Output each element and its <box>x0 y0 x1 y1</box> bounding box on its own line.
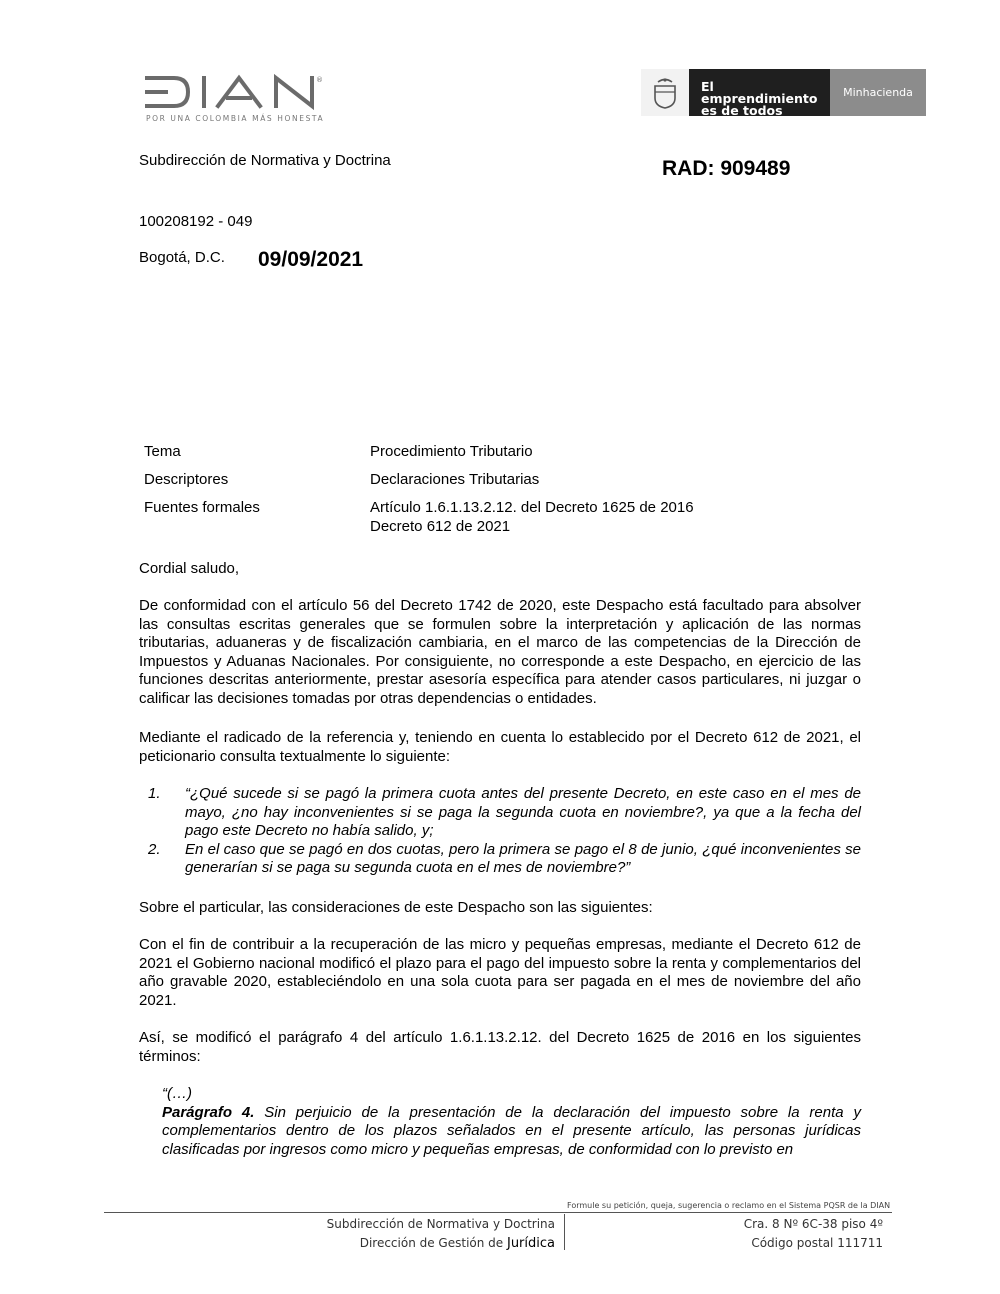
footer-address-line2: Código postal 111711 <box>751 1236 883 1250</box>
footer-vertical-divider <box>564 1214 565 1250</box>
paragraph: Sobre el particular, las consideraciones de este Despacho son las siguientes: <box>139 899 653 916</box>
gov-banner <box>641 69 926 116</box>
subject-row-tema <box>144 442 864 461</box>
question-list <box>148 785 861 878</box>
footer-address <box>640 1215 883 1253</box>
subject-value-line: Artículo 1.6.1.13.2.12. del Decreto 1625 de 2016 <box>370 499 694 516</box>
dian-tagline: POR UNA COLOMBIA MÁS HONESTA <box>146 114 325 123</box>
ministry-label: Minhacienda <box>830 69 926 116</box>
subject-label: Tema <box>144 443 181 460</box>
subject-value: Declaraciones Tributarias <box>370 471 540 488</box>
gov-slogan-line2: es de todos <box>701 103 783 118</box>
subject-row-descriptores <box>144 470 864 489</box>
city: Bogotá, D.C. <box>139 249 225 266</box>
list-number: 2. <box>148 840 161 858</box>
gov-slogan-line1: El emprendimiento <box>701 79 818 106</box>
subject-value-line: Decreto 612 de 2021 <box>370 518 511 535</box>
coat-of-arms-icon <box>641 69 689 116</box>
list-number: 1. <box>148 785 161 802</box>
footer-office-line1: Subdirección de Normativa y Doctrina <box>326 1217 555 1231</box>
paragraph: De conformidad con el artículo 56 del Decreto 1742 de 2020, este Despacho está facultado para absolver las consultas escritas generales que se formulen sobre la interpretación y aplicación de las normas tributarias, aduaneras y de fiscalización cambiaria, en el marco de las competencias de la Dirección de Impuestos y Aduanas Nacionales. Por consiguiente, no corresponde a este Despacho, en ejercicio de las funciones descritas anteriormente, prestar asesoría específica para atender casos particulares, ni juzgar o calificar las decisiones tomadas por otras dependencias o entidades. <box>139 597 861 707</box>
list-item <box>148 785 861 841</box>
subject-value: Procedimiento Tributario <box>370 443 533 460</box>
quoted-norm <box>162 1085 861 1159</box>
footer-address-line1: Cra. 8 Nº 6C-38 piso 4º <box>743 1217 883 1231</box>
greeting: Cordial saludo, <box>139 560 240 577</box>
subject-value <box>370 498 864 536</box>
letter-date: 09/09/2021 <box>258 248 364 271</box>
subject-label: Descriptores <box>144 471 229 488</box>
list-text: “¿Qué sucede si se pagó la primera cuota antes del presente Decreto, en este caso en el mes de mayo, ¿no hay inconvenientes si se paga la segunda cuota en noviembre?, ya que a la fecha del pago este Decreto no había salido, y; <box>185 785 861 839</box>
paragraph: Así, se modificó el parágrafo 4 del artículo 1.6.1.13.2.12. del Decreto 1625 de 2016 en los siguientes términos: <box>139 1029 861 1065</box>
subdireccion-heading: Subdirección de Normativa y Doctrina <box>139 152 391 169</box>
svg-text:®: ® <box>316 76 323 84</box>
footer-office <box>250 1215 555 1253</box>
footer-office-prefix: Dirección de Gestión de <box>359 1236 507 1250</box>
subject-row-fuentes <box>144 498 864 536</box>
gov-slogan <box>689 69 830 116</box>
reference-number: 100208192 - 049 <box>139 213 253 230</box>
footer-office-strong: Jurídica <box>506 1236 555 1251</box>
subject-table <box>144 442 864 545</box>
list-text: En el caso que se pagó en dos cuotas, pero la primera se pago el 8 de junio, ¿qué inconvenientes se generarían si se paga su segunda cuota en el mes de noviembre?” <box>185 840 861 876</box>
dian-logo-mark <box>144 72 344 112</box>
rad-number: RAD: 909489 <box>662 157 791 180</box>
paragraph: Mediante el radicado de la referencia y, teniendo en cuenta lo establecido por el Decreto 612 de 2021, el peticionario consulta textualmente lo siguiente: <box>139 729 861 765</box>
quote-open: “(…) <box>162 1085 192 1102</box>
pqsr-notice: Formule su petición, queja, sugerencia o reclamo en el Sistema PQSR de la DIAN <box>567 1201 891 1210</box>
footer-office-line2 <box>250 1234 555 1253</box>
quote-label: Parágrafo 4. <box>162 1103 255 1121</box>
quote-text: Sin perjuicio de la presentación de la declaración del impuesto sobre la renta y complementarios dentro de los plazos señalados en el presente artículo, las personas jurídicas clasificadas por ingresos como micro y pequeñas empresas, de conformidad con lo previsto en <box>162 1103 861 1158</box>
list-item <box>148 841 861 878</box>
subject-label: Fuentes formales <box>144 499 260 516</box>
paragraph: Con el fin de contribuir a la recuperación de las micro y pequeñas empresas, mediante el Decreto 612 de 2021 el Gobierno nacional modificó el plazo para el pago del impuesto sobre la renta y complementarios del año gravable 2020, estableciéndolo en una sola cuota para ser pagada en el mes de noviembre del año 2021. <box>139 936 861 1009</box>
quote-paragraph <box>162 1104 861 1160</box>
footer-divider <box>104 1212 892 1213</box>
